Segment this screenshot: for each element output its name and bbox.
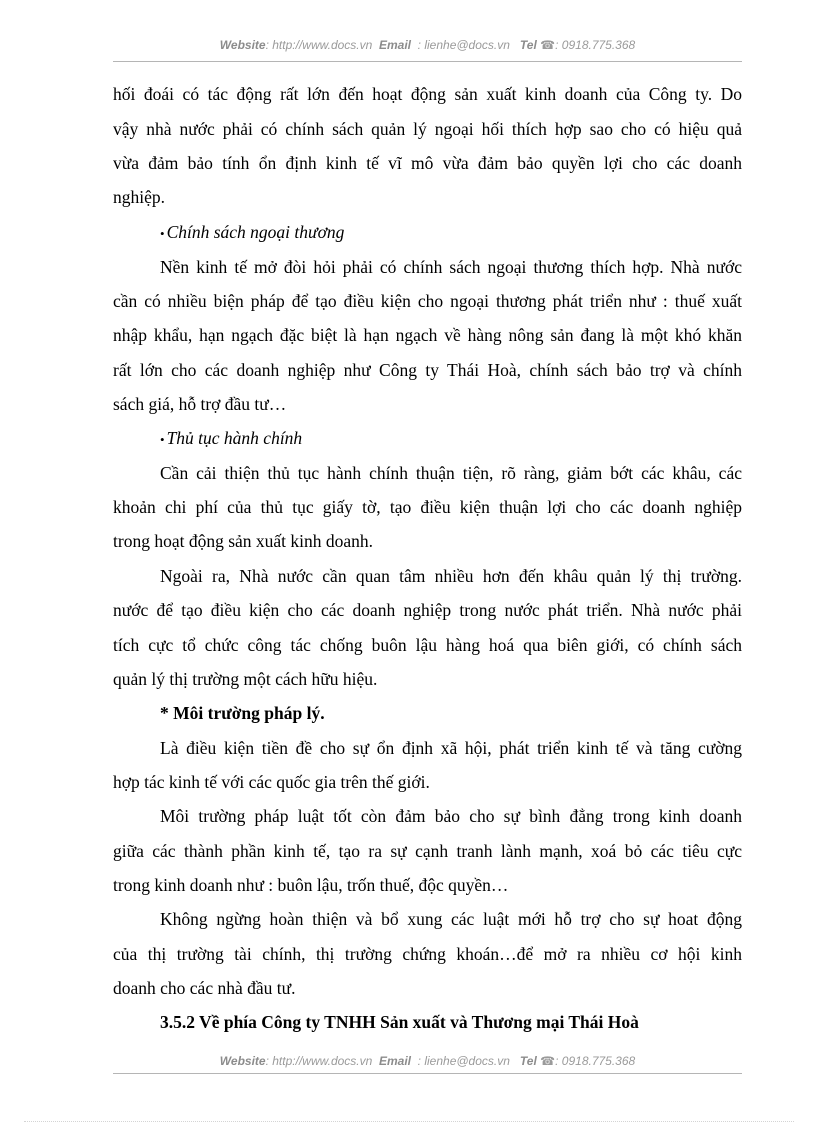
footer-email-label: Email (378, 1054, 411, 1068)
body-line: Môi trường pháp luật tốt còn đảm bảo cho sự bình đẳng trong kinh doanh (160, 806, 742, 826)
phone-icon: ☎ (540, 38, 556, 52)
page-header (113, 38, 742, 52)
body-line: khoản chi phí của thủ tục giấy tờ, tạo điều kiện thuận lợi cho các doanh nghiệp (113, 497, 742, 517)
footer-website-value: : http://www.docs.vn (265, 1054, 373, 1068)
header-email-value: : lienhe@docs.vn (417, 38, 510, 52)
subheading-thu-tuc-hanh-chinh (160, 427, 742, 451)
body-line: doanh cho các nhà đầu tư. (113, 978, 296, 998)
body-line: vừa đảm bảo tính ổn định kinh tế vĩ mô vừa đảm bảo quyền lợi cho các doanh (113, 153, 742, 173)
body-line: tích cực tổ chức công tác chống buôn lậu hàng hoá qua biên giới, có chính sách (113, 635, 742, 655)
phone-icon: ☎ (540, 1054, 556, 1068)
body-line: sách giá, hỗ trợ đầu tư… (113, 394, 287, 414)
subheading-label: Thủ tục hành chính (166, 428, 303, 448)
body-line: Nền kinh tế mở đòi hỏi phải có chính sách ngoại thương thích hợp. Nhà nước (160, 257, 742, 277)
bullet-icon: • (160, 432, 165, 447)
bullet-icon: • (160, 226, 165, 241)
body-line: nước để tạo điều kiện cho các doanh nghiệp trong nước phát triển. Nhà nước phải (113, 600, 742, 620)
body-line: vậy nhà nước phải có chính sách quản lý ngoại hối thích hợp sao cho có hiệu quả (113, 119, 742, 139)
header-rule (113, 61, 742, 62)
subheading-label: Chính sách ngoại thương (166, 222, 345, 242)
body-line: Là điều kiện tiền đề cho sự ổn định xã hội, phát triển kinh tế và tăng cường (160, 738, 742, 758)
footer-email-value: : lienhe@docs.vn (417, 1054, 510, 1068)
footer-tel-label: Tel (519, 1054, 537, 1068)
header-website-label: Website (219, 38, 266, 52)
header-website-value: : http://www.docs.vn (265, 38, 373, 52)
body-line: rất lớn cho các doanh nghiệp như Công ty Thái Hoà, chính sách bảo trợ và chính (113, 360, 742, 380)
subheading-chinh-sach-ngoai-thuong (160, 221, 742, 245)
section-heading-moi-truong-phap-ly: * Môi trường pháp lý. (160, 703, 325, 723)
header-tel-value: : 0918.775.368 (555, 38, 636, 52)
header-tel-label: Tel (519, 38, 537, 52)
footer-website-label: Website (219, 1054, 266, 1068)
body-line: Cần cải thiện thủ tục hành chính thuận tiện, rõ ràng, giảm bớt các khâu, các (160, 463, 742, 483)
footer-tel-value: : 0918.775.368 (555, 1054, 636, 1068)
body-line: cần có nhiều biện pháp để tạo điều kiện cho ngoại thương phát triển như : thuế xuất (113, 291, 742, 311)
body-line: hối đoái có tác động rất lớn đến hoạt động sản xuất kinh doanh của Công ty. Do (113, 84, 742, 104)
page-footer (113, 1054, 742, 1068)
footer-rule (113, 1073, 742, 1074)
body-line: hợp tác kinh tế với các quốc gia trên thế giới. (113, 772, 430, 792)
body-line: Ngoài ra, Nhà nước cần quan tâm nhiều hơn đến khâu quản lý thị trường. (160, 566, 742, 586)
body-line: nghiệp. (113, 187, 166, 207)
page-bottom-edge (24, 1121, 794, 1122)
body-line: Không ngừng hoàn thiện và bổ xung các luật mới hỗ trợ cho sự hoat động (160, 909, 742, 929)
section-heading-3-5-2: 3.5.2 Về phía Công ty TNHH Sản xuất và Thương mại Thái Hoà (160, 1012, 639, 1032)
body-line: giữa các thành phần kinh tế, tạo ra sự cạnh tranh lành mạnh, xoá bỏ các tiêu cực (113, 841, 742, 861)
body-line: nhập khẩu, hạn ngạch đặc biệt là hạn ngạch về hàng nông sản đang là một khó khăn (113, 325, 742, 345)
body-line: trong kinh doanh như : buôn lậu, trốn thuế, độc quyền… (113, 875, 509, 895)
body-line: quản lý thị trường một cách hữu hiệu. (113, 669, 378, 689)
body-line: của thị trường tài chính, thị trường chứng khoán…để mở ra nhiều cơ hội kinh (113, 944, 742, 964)
header-email-label: Email (378, 38, 411, 52)
body-line: trong hoạt động sản xuất kinh doanh. (113, 531, 374, 551)
